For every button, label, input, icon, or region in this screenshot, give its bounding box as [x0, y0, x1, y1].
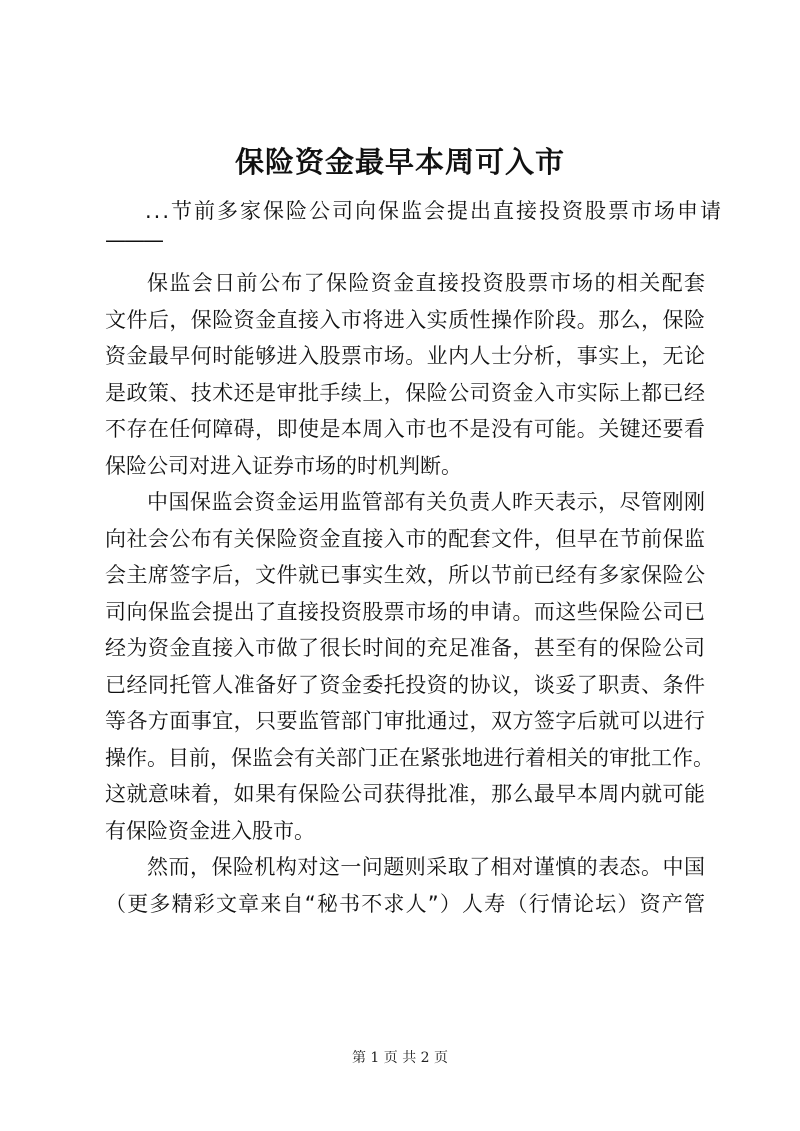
text-line: 保监会日前公布了保险资金直接投资股票市场的相关配套	[147, 271, 705, 295]
text-line: 资金最早何时能够进入股票市场。业内人士分析，事实上，无论	[105, 344, 705, 368]
text-line: 文件后，保险资金直接入市将进入实质性操作阶段。那么，保险	[105, 307, 705, 332]
text-line: 已经同托管人准备好了资金委托投资的协议，谈妥了职责、条件	[105, 672, 705, 697]
text-line: 不存在任何障碍，即使是本周入市也不是没有可能。关键还要看	[105, 417, 705, 441]
text-line: （更多精彩文章来自“秘书不求人”）人寿（行情论坛）资产管	[105, 891, 705, 916]
text-line: 保险公司对进入证券市场的时机判断。	[105, 453, 462, 478]
text-line: 等各方面事宜，只要监管部门审批通过，双方签字后就可以进行	[105, 709, 705, 733]
text-line: 会主席签字后，文件就已事实生效，所以节前已经有多家保险公	[105, 563, 705, 587]
text-line: 司向保监会提出了直接投资股票市场的申请。而这些保险公司已	[105, 599, 705, 624]
text-line: 有保险资金进入股市。	[105, 818, 315, 843]
article-body	[105, 265, 714, 922]
page-number: 第 1 页 共 2 页	[351, 1050, 449, 1066]
text-line: 操作。目前，保监会有关部门正在紧张地进行着相关的审批工作。	[105, 745, 714, 770]
text-line: 这就意味着，如果有保险公司获得批准，那么最早本周内就可能	[105, 782, 705, 806]
text-line: 是政策、技术还是审批手续上，保险公司资金入市实际上都已经	[105, 380, 705, 405]
text-line: 向社会公布有关保险资金直接入市的配套文件，但早在节前保监	[105, 526, 705, 551]
subtitle-dash: ———	[105, 228, 162, 252]
text-line: 经为资金直接入市做了很长时间的充足准备，甚至有的保险公司	[105, 636, 705, 660]
text-line: 中国保监会资金运用监管部有关负责人昨天表示，尽管刚刚	[147, 490, 705, 514]
subtitle: ...节前多家保险公司向保监会提出直接投资股票市场申请	[145, 199, 724, 223]
text-line: 然而，保险机构对这一问题则采取了相对谨慎的表态。中国	[147, 855, 705, 879]
page-title: 保险资金最早本周可入市	[234, 145, 565, 179]
